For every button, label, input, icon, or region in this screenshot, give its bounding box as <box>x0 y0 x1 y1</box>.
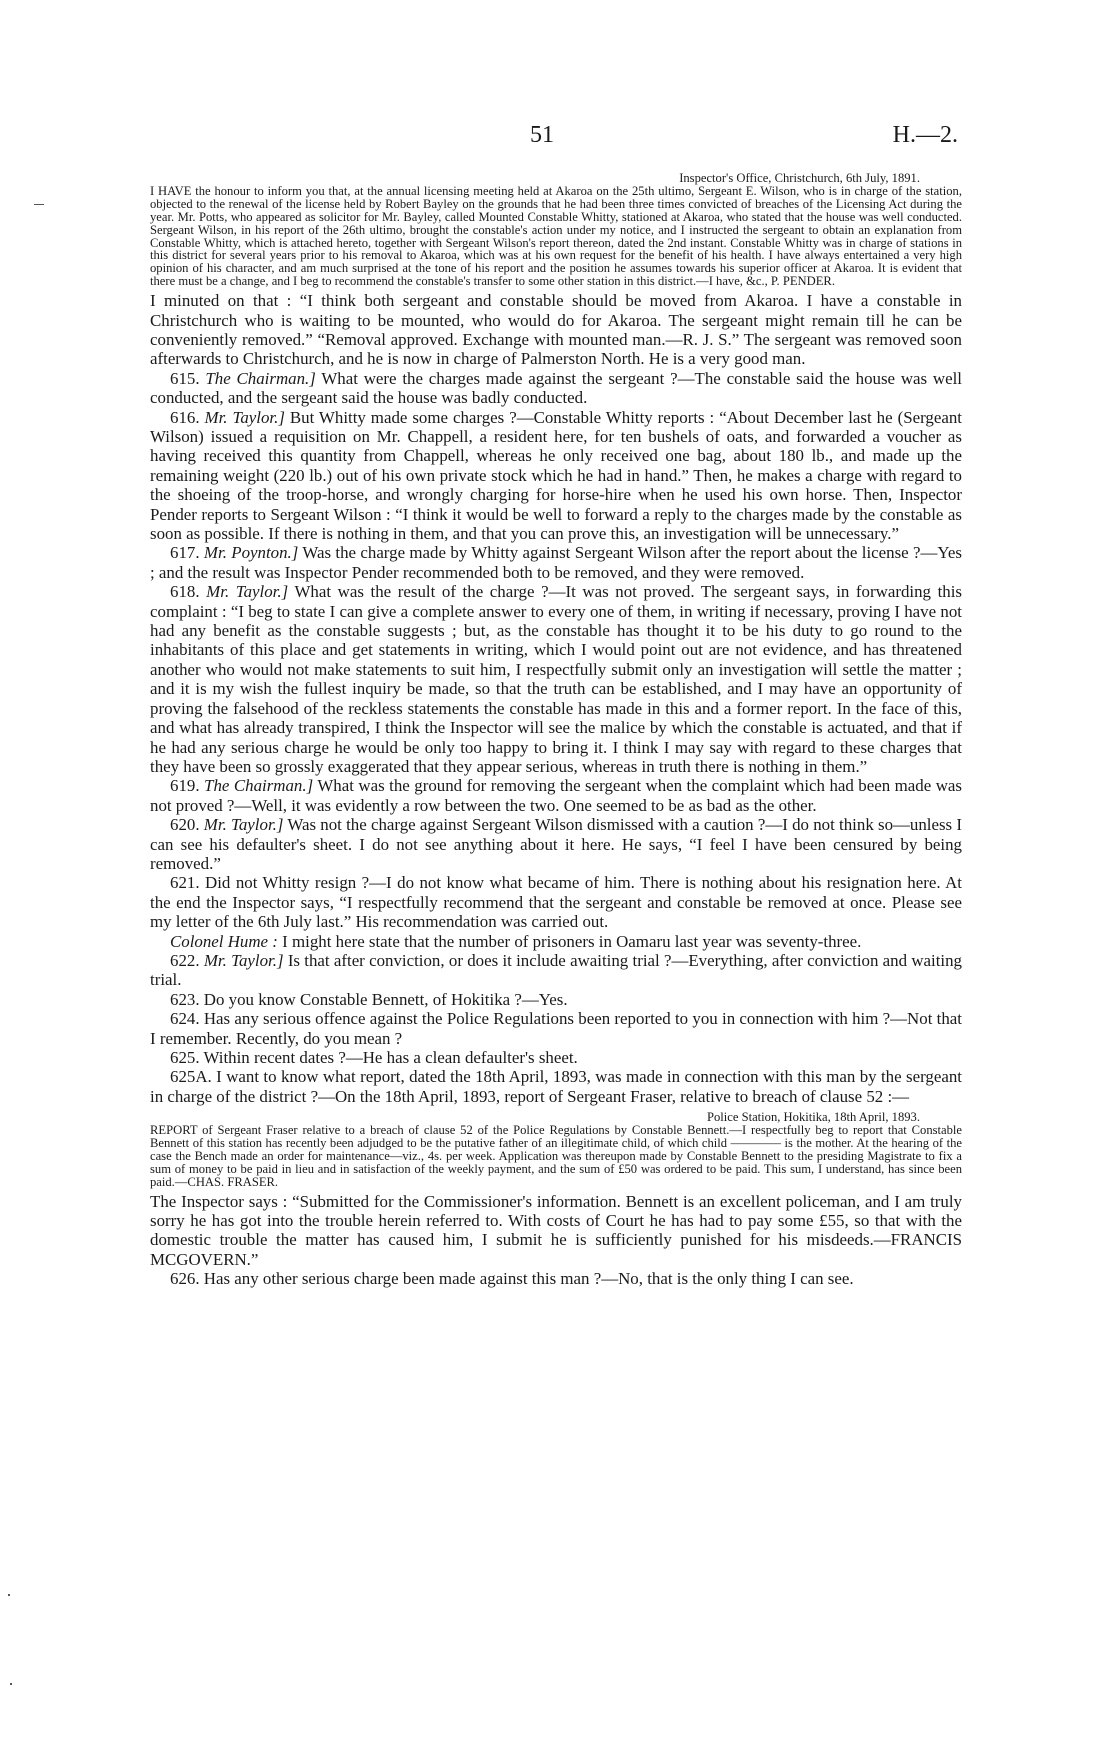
question-619 <box>150 776 962 815</box>
question-number: 622. <box>170 950 200 970</box>
question-text: What was the ground for removing the sergeant when the complaint which had been made was not proved ?—Well, it was evidently a row between the two. One seemed to be as bad as the other. <box>150 776 962 815</box>
question-617 <box>150 543 962 582</box>
paper-reference: H.—2. <box>892 122 958 148</box>
question-620 <box>150 815 962 873</box>
question-621 <box>150 873 962 931</box>
question-text: Has any serious offence against the Police Regulations been reported to you in connection with him ?—Not that I remember. Recently, do you mean ? <box>150 1009 962 1048</box>
margin-mark <box>34 204 44 205</box>
question-text: What were the charges made against the sergeant ?—The constable said the house was well conducted, and the sergeant said the house was badly conducted. <box>150 368 962 408</box>
speaker: Mr. Taylor.] <box>204 407 285 427</box>
question-text: Was not the charge against Sergeant Wilson dismissed with a caution ?—I do not think so—unless I can see his defaulter's sheet. I do not see anything about it here. He says, “I feel I have been censured by being removed.” <box>150 815 962 873</box>
page-content <box>150 172 962 1289</box>
question-616 <box>150 408 962 544</box>
question-number: 620. <box>170 815 200 835</box>
speaker: Mr. Taylor.] <box>203 950 284 970</box>
speaker: Mr. Taylor.] <box>203 815 284 835</box>
paragraph-minute: I minuted on that : “I think both sergeant and constable should be moved from Akaroa. I have a constable in Christchurch who is waiting to be mounted, who would do for Akaroa. The sergeant might remain till he can be conveniently removed.” “Removal approved. Exchange with mounted man.—R. J. S.” The sergeant was removed soon afterwards to Christchurch, and he is now in charge of Palmerston North. He is a very good man. <box>150 291 962 369</box>
paragraph-inspector: The Inspector says : “Submitted for the Commissioner's information. Bennett is an excellent policeman, and I am truly sorry he has got into the trouble herein referred to. With costs of Court he has had to pay some £55, so that with the domestic trouble the matter has caused him, I submit he is sufficiently punished for his misdeeds.—FRANCIS MCGOVERN.” <box>150 1191 962 1269</box>
question-number: 624. <box>170 1009 200 1029</box>
margin-mark <box>8 1594 10 1596</box>
evidence-text-continued <box>150 1192 962 1289</box>
letter-place-date: Police Station, Hokitika, 18th April, 1893. <box>706 1110 920 1125</box>
question-number: 619. <box>170 776 200 796</box>
margin-mark <box>10 1683 12 1685</box>
question-626 <box>150 1269 962 1288</box>
question-number: 625A. <box>170 1067 212 1087</box>
question-625a <box>150 1067 962 1106</box>
speaker: The Chairman.] <box>205 368 316 388</box>
question-number: 623. <box>170 989 200 1009</box>
question-text: Has any other serious charge been made against this man ?—No, that is the only thing I can see. <box>203 1269 854 1289</box>
letter-place-date: Inspector's Office, Christchurch, 6th July, 1891. <box>679 171 920 185</box>
speaker: Mr. Taylor.] <box>206 582 289 602</box>
letter-body: I HAVE the honour to inform you that, at the annual licensing meeting held at Akaroa on the 25th ultimo, Sergeant E. Wilson, who is in charge of the station, objected to the renewal of the license held by Robert Bayley on the grounds that he had been three times convicted of breaches of the Licensing Act during the year. Mr. Potts, who appeared as solicitor for Mr. Bayley, called Mounted Constable Whitty, stationed at Akaroa, who stated that the house was well conducted. Sergeant Wilson, in his report of the 26th ultimo, brought the constable's action under my notice, and I instructed the sergeant to obtain an explanation from Constable Whitty, which is attached hereto, together with Sergeant Wilson's report thereon, dated the 2nd instant. Constable Whitty was in charge of stations in this district for several years prior to his removal to Akaroa, which was at his own request for the benefit of his health. I have always entertained a very high opinion of his character, and am much surprised at the tone of his report and the position he assumes towards his superior officer at Akaroa. It is evident that there must be a change, and I beg to recommend the constable's transfer to some other station in this district.—I have, &c., P. PENDER. <box>150 183 962 289</box>
statement-hume <box>150 932 962 951</box>
speaker: The Chairman.] <box>204 776 314 796</box>
speaker: Colonel Hume : <box>170 931 278 951</box>
question-622 <box>150 951 962 990</box>
question-624 <box>150 1009 962 1048</box>
speaker: Mr. Poynton.] <box>203 543 299 563</box>
question-number: 618. <box>170 582 200 602</box>
evidence-text <box>150 291 962 1106</box>
question-text: Was the charge made by Whitty against Sergeant Wilson after the report about the license ?—Yes ; and the result was Inspector Pender recommended both to be removed, and they were removed. <box>150 543 962 582</box>
question-number: 626. <box>170 1269 200 1289</box>
question-number: 621. <box>170 873 200 893</box>
question-number: 616. <box>170 407 200 427</box>
question-text: Within recent dates ?—He has a clean defaulter's sheet. <box>203 1048 578 1067</box>
statement-text: I might here state that the number of prisoners in Oamaru last year was seventy-three. <box>282 931 862 951</box>
question-text: But Whitty made some charges ?—Constable Whitty reports : “About December last he (Sergeant Wilson) issued a requisition on Mr. Chappell, a resident here, for ten bushels of oats, and forwarded a voucher as having received this quantity from Chappell, whereas he only received one bag, about 180 lb., and made up the remaining weight (220 lb.) out of his own private stock which he had in hand.” Then, he makes a charge with regard to the shoeing of the troop-horse, and wrongly charging for horse-hire when he used his own horse. Then, Inspector Pender reports to Sergeant Wilson : “I think it would be well to forward a reply to the charges made by the constable as soon as possible. If there is nothing in them, and that you can prove this, an investigation will be unnecessary.” <box>150 407 962 544</box>
question-number: 615. <box>170 368 200 388</box>
question-615 <box>150 369 962 408</box>
question-text: What was the result of the charge ?—It was not proved. The sergeant says, in forwarding this complaint : “I beg to state I can give a complete answer to every one of them, in writing if necessary, proving I have not had any benefit as the constable suggests ; but, as the constable has thought it to be his duty to go round to the inhabitants of this place and get statements in writing, which I would point out are not evidence, and has threatened another who would not make statements to suit him, I respectfully submit only an investigation will settle the matter ; and it is my wish the fullest inquiry be made, so that the truth can be established, and I may have an opportunity of proving the falsehood of the reckless statements the constable has made in this and a former report. In the face of this, and what has already transpired, I think the Inspector will see the malice by which the constable is actuated, and that if he had any serious charge he would be only too happy to bring it. I think I may say with regard to these charges that they have been so grossly exaggerated that they appear serious, whereas in truth there is nothing in them.” <box>150 582 962 776</box>
letter-body: REPORT of Sergeant Fraser relative to a breach of clause 52 of the Police Regulations by Constable Bennett.—I respectfully beg to report that Constable Bennett of this station has recently been adjudged to be the putative father of an illegitimate child, of which child ———— is the mother. At the hearing of the case the Bench made an order for maintenance—viz., 4s. per week. Application was thereupon made by Constable Bennett to the presiding Magistrate to fix a sum of money to be paid in lieu and in satisfaction of the weekly payment, and the sum of £50 was ordered to be paid. This sum, I understand, has since been paid.—CHAS. FRASER. <box>150 1123 962 1189</box>
question-text: I want to know what report, dated the 18th April, 1893, was made in connection with this man by the sergeant in charge of the district ?—On the 18th April, 1893, report of Sergeant Fraser, relative to breach of clause 52 :— <box>150 1067 962 1106</box>
question-text: Is that after conviction, or does it include awaiting trial ?—Everything, after conviction and waiting trial. <box>150 950 962 990</box>
question-number: 625. <box>170 1048 200 1067</box>
letter-sergeant-fraser <box>150 1111 962 1188</box>
question-625 <box>150 1048 962 1067</box>
question-618 <box>150 582 962 776</box>
question-text: Do you know Constable Bennett, of Hokitika ?—Yes. <box>203 989 568 1009</box>
letter-inspector-pender <box>150 172 962 288</box>
page-header <box>0 122 1114 162</box>
question-text: Did not Whitty resign ?—I do not know what became of him. There is nothing about his resignation here. At the end the Inspector says, “I respectfully recommend that the sergeant and constable be removed at once. Please see my letter of the 6th July last.” His recommendation was carried out. <box>150 873 962 932</box>
question-623 <box>150 990 962 1009</box>
question-number: 617. <box>170 543 200 563</box>
page-number: 51 <box>530 122 554 148</box>
